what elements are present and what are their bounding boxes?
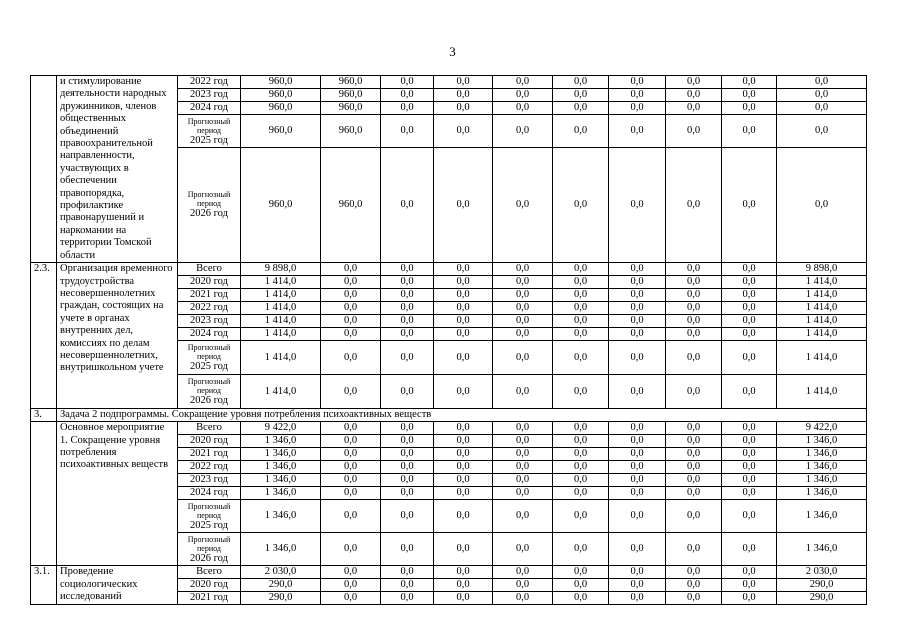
- forecast-year: 2026 год: [190, 395, 228, 407]
- value-cell: 0,0: [434, 500, 493, 533]
- value-cell: 1 414,0: [241, 341, 321, 375]
- period-label: 2024 год: [178, 328, 241, 341]
- value-cell: 0,0: [493, 276, 553, 289]
- value-cell: 0,0: [434, 461, 493, 474]
- value-cell: 0,0: [609, 474, 666, 487]
- value-cell: 0,0: [666, 375, 722, 409]
- value-cell: 0,0: [381, 315, 434, 328]
- value-cell: 0,0: [321, 422, 381, 435]
- value-cell: 0,0: [434, 315, 493, 328]
- value-cell: 0,0: [666, 500, 722, 533]
- period-label: 2021 год: [178, 592, 241, 605]
- value-cell: 0,0: [434, 435, 493, 448]
- value-cell: 0,0: [609, 422, 666, 435]
- period-label: 2022 год: [178, 461, 241, 474]
- value-cell: 0,0: [321, 461, 381, 474]
- value-cell: 290,0: [777, 579, 867, 592]
- value-cell: 0,0: [381, 474, 434, 487]
- row-number: 3.1.: [31, 566, 57, 605]
- value-cell: 0,0: [609, 592, 666, 605]
- value-cell: 1 414,0: [777, 341, 867, 375]
- value-cell: 0,0: [434, 328, 493, 341]
- value-cell: 0,0: [553, 487, 609, 500]
- value-cell: 9 422,0: [241, 422, 321, 435]
- value-cell: 0,0: [434, 487, 493, 500]
- value-cell: 0,0: [434, 263, 493, 276]
- value-cell: 0,0: [609, 289, 666, 302]
- period-label: [178, 500, 241, 533]
- value-cell: 0,0: [493, 435, 553, 448]
- value-cell: 1 346,0: [241, 461, 321, 474]
- value-cell: 0,0: [666, 341, 722, 375]
- forecast-label: Прогнозный период: [187, 377, 231, 396]
- value-cell: 0,0: [722, 115, 777, 147]
- value-cell: 0,0: [493, 328, 553, 341]
- value-cell: 0,0: [722, 500, 777, 533]
- period-label: Всего: [178, 422, 241, 435]
- value-cell: 0,0: [609, 147, 666, 262]
- value-cell: 0,0: [609, 579, 666, 592]
- section-row: [31, 409, 867, 422]
- value-cell: 290,0: [241, 579, 321, 592]
- forecast-year: 2025 год: [190, 134, 228, 146]
- value-cell: 960,0: [241, 102, 321, 115]
- value-cell: 0,0: [722, 302, 777, 315]
- value-cell: 960,0: [321, 115, 381, 147]
- row-number: 3.: [31, 409, 57, 422]
- value-cell: 1 414,0: [777, 289, 867, 302]
- value-cell: 0,0: [722, 263, 777, 276]
- value-cell: 0,0: [722, 461, 777, 474]
- value-cell: 0,0: [381, 89, 434, 102]
- value-cell: 0,0: [609, 487, 666, 500]
- value-cell: 0,0: [722, 487, 777, 500]
- value-cell: 0,0: [722, 592, 777, 605]
- value-cell: 1 346,0: [241, 533, 321, 566]
- value-cell: 0,0: [381, 302, 434, 315]
- value-cell: 0,0: [321, 289, 381, 302]
- value-cell: 0,0: [777, 76, 867, 89]
- value-cell: 1 414,0: [241, 302, 321, 315]
- value-cell: 0,0: [666, 566, 722, 579]
- value-cell: 0,0: [381, 592, 434, 605]
- value-cell: 0,0: [321, 566, 381, 579]
- forecast-label: Прогнозный период: [187, 190, 231, 209]
- value-cell: 0,0: [321, 500, 381, 533]
- value-cell: 0,0: [493, 289, 553, 302]
- value-cell: 0,0: [381, 289, 434, 302]
- value-cell: 0,0: [553, 592, 609, 605]
- value-cell: 1 414,0: [777, 328, 867, 341]
- value-cell: 0,0: [722, 566, 777, 579]
- value-cell: 0,0: [321, 487, 381, 500]
- value-cell: 0,0: [666, 579, 722, 592]
- value-cell: 0,0: [434, 89, 493, 102]
- value-cell: 960,0: [321, 147, 381, 262]
- value-cell: 1 346,0: [777, 461, 867, 474]
- value-cell: 0,0: [722, 341, 777, 375]
- value-cell: 0,0: [381, 263, 434, 276]
- activity-name: Проведение социологических исследований: [57, 566, 178, 605]
- value-cell: 0,0: [493, 102, 553, 115]
- value-cell: 0,0: [609, 375, 666, 409]
- value-cell: 0,0: [609, 435, 666, 448]
- value-cell: 0,0: [666, 474, 722, 487]
- value-cell: 0,0: [493, 375, 553, 409]
- period-label: [178, 533, 241, 566]
- value-cell: 960,0: [321, 89, 381, 102]
- value-cell: 0,0: [493, 579, 553, 592]
- budget-table-body: [31, 76, 867, 605]
- value-cell: 0,0: [381, 341, 434, 375]
- value-cell: 0,0: [666, 102, 722, 115]
- value-cell: 0,0: [381, 461, 434, 474]
- value-cell: 1 346,0: [777, 500, 867, 533]
- value-cell: 0,0: [434, 276, 493, 289]
- value-cell: 0,0: [553, 579, 609, 592]
- value-cell: 0,0: [609, 315, 666, 328]
- period-label: [178, 341, 241, 375]
- value-cell: 960,0: [241, 115, 321, 147]
- value-cell: 0,0: [434, 533, 493, 566]
- value-cell: 0,0: [381, 487, 434, 500]
- value-cell: 0,0: [381, 533, 434, 566]
- value-cell: 0,0: [553, 102, 609, 115]
- forecast-label: Прогнозный период: [187, 116, 231, 135]
- period-label: 2020 год: [178, 276, 241, 289]
- activity-name: Основное мероприятие 1. Сокращение уровня потребления психоактивных веществ: [57, 422, 178, 566]
- value-cell: 0,0: [553, 89, 609, 102]
- forecast-year: 2025 год: [190, 361, 228, 373]
- value-cell: 1 346,0: [241, 500, 321, 533]
- value-cell: 0,0: [493, 500, 553, 533]
- value-cell: 0,0: [666, 435, 722, 448]
- period-label: 2022 год: [178, 76, 241, 89]
- activity-name: Организация временного трудоустройства несовершеннолетних граждан, состоящих на учете в органах внутренних дел, комиссиях по делам несовершеннолетних, внутришкольном учете: [57, 263, 178, 409]
- value-cell: 0,0: [434, 474, 493, 487]
- value-cell: 0,0: [321, 448, 381, 461]
- value-cell: 0,0: [434, 375, 493, 409]
- value-cell: 2 030,0: [777, 566, 867, 579]
- value-cell: 0,0: [666, 289, 722, 302]
- value-cell: 0,0: [666, 533, 722, 566]
- value-cell: 0,0: [553, 76, 609, 89]
- value-cell: 2 030,0: [241, 566, 321, 579]
- value-cell: 0,0: [553, 566, 609, 579]
- forecast-label: Прогнозный период: [187, 343, 231, 362]
- table-row: [31, 422, 867, 435]
- value-cell: 0,0: [609, 500, 666, 533]
- value-cell: 1 346,0: [241, 487, 321, 500]
- value-cell: 0,0: [722, 89, 777, 102]
- activity-name: и стимулирование деятельности народных дружинников, членов общественных объединений правоохранительной направленности, участвующих в обеспечении правопорядка, профилактике правонарушений и наркомании на территории Томской области: [57, 76, 178, 263]
- value-cell: 0,0: [321, 435, 381, 448]
- value-cell: 1 346,0: [241, 435, 321, 448]
- value-cell: 0,0: [493, 592, 553, 605]
- value-cell: 0,0: [321, 263, 381, 276]
- value-cell: 0,0: [666, 89, 722, 102]
- value-cell: 0,0: [777, 89, 867, 102]
- value-cell: 0,0: [722, 102, 777, 115]
- value-cell: 0,0: [666, 147, 722, 262]
- value-cell: 0,0: [321, 315, 381, 328]
- value-cell: 960,0: [241, 76, 321, 89]
- value-cell: 0,0: [434, 579, 493, 592]
- row-number: 2.3.: [31, 263, 57, 409]
- period-label: [178, 147, 241, 262]
- value-cell: 0,0: [493, 263, 553, 276]
- forecast-label: Прогнозный период: [187, 501, 231, 520]
- section-title: Задача 2 подпрограммы. Сокращение уровня потребления психоактивных веществ: [57, 409, 867, 422]
- value-cell: 1 346,0: [777, 487, 867, 500]
- value-cell: 0,0: [609, 263, 666, 276]
- value-cell: 0,0: [381, 500, 434, 533]
- period-label: [178, 115, 241, 147]
- value-cell: 0,0: [722, 289, 777, 302]
- row-number: [31, 422, 57, 566]
- value-cell: 0,0: [381, 422, 434, 435]
- period-label: [178, 375, 241, 409]
- table-row: [31, 76, 867, 89]
- value-cell: 9 898,0: [241, 263, 321, 276]
- value-cell: 0,0: [321, 592, 381, 605]
- period-label: Всего: [178, 566, 241, 579]
- value-cell: 0,0: [722, 533, 777, 566]
- period-label: Всего: [178, 263, 241, 276]
- value-cell: 0,0: [381, 115, 434, 147]
- value-cell: 0,0: [493, 89, 553, 102]
- value-cell: 0,0: [381, 102, 434, 115]
- value-cell: 1 346,0: [777, 533, 867, 566]
- value-cell: 0,0: [777, 115, 867, 147]
- value-cell: 0,0: [381, 76, 434, 89]
- value-cell: 0,0: [434, 302, 493, 315]
- period-label: 2024 год: [178, 487, 241, 500]
- value-cell: 0,0: [321, 533, 381, 566]
- value-cell: 0,0: [666, 115, 722, 147]
- value-cell: 290,0: [777, 592, 867, 605]
- value-cell: 0,0: [553, 375, 609, 409]
- page-number: 3: [449, 44, 456, 59]
- value-cell: 0,0: [609, 89, 666, 102]
- value-cell: 0,0: [381, 579, 434, 592]
- period-label: 2024 год: [178, 102, 241, 115]
- value-cell: 0,0: [493, 566, 553, 579]
- value-cell: 0,0: [381, 435, 434, 448]
- value-cell: 0,0: [722, 474, 777, 487]
- value-cell: 0,0: [381, 566, 434, 579]
- value-cell: 0,0: [434, 422, 493, 435]
- value-cell: 0,0: [321, 341, 381, 375]
- budget-table: [30, 75, 867, 605]
- forecast-year: 2026 год: [190, 208, 228, 220]
- value-cell: 0,0: [609, 448, 666, 461]
- value-cell: 0,0: [434, 76, 493, 89]
- value-cell: 0,0: [666, 76, 722, 89]
- value-cell: 0,0: [722, 328, 777, 341]
- value-cell: 1 346,0: [777, 435, 867, 448]
- value-cell: 1 414,0: [241, 289, 321, 302]
- value-cell: 1 346,0: [777, 474, 867, 487]
- value-cell: 9 898,0: [777, 263, 867, 276]
- value-cell: 1 414,0: [777, 302, 867, 315]
- value-cell: 0,0: [666, 448, 722, 461]
- value-cell: 0,0: [609, 341, 666, 375]
- value-cell: 960,0: [321, 102, 381, 115]
- value-cell: 0,0: [722, 375, 777, 409]
- value-cell: 1 414,0: [241, 276, 321, 289]
- value-cell: 0,0: [609, 276, 666, 289]
- value-cell: 0,0: [434, 566, 493, 579]
- value-cell: 0,0: [493, 341, 553, 375]
- value-cell: 0,0: [493, 115, 553, 147]
- value-cell: 0,0: [777, 102, 867, 115]
- value-cell: 0,0: [722, 315, 777, 328]
- value-cell: 0,0: [777, 147, 867, 262]
- value-cell: 0,0: [321, 276, 381, 289]
- value-cell: 0,0: [434, 592, 493, 605]
- value-cell: 1 414,0: [777, 315, 867, 328]
- period-label: 2020 год: [178, 579, 241, 592]
- value-cell: 0,0: [321, 302, 381, 315]
- value-cell: 0,0: [381, 276, 434, 289]
- value-cell: 0,0: [493, 474, 553, 487]
- value-cell: 0,0: [493, 302, 553, 315]
- forecast-year: 2026 год: [190, 552, 228, 564]
- value-cell: 0,0: [493, 422, 553, 435]
- period-label: 2021 год: [178, 289, 241, 302]
- value-cell: 0,0: [553, 474, 609, 487]
- row-number: [31, 76, 57, 263]
- forecast-year: 2025 год: [190, 519, 228, 531]
- table-row: [31, 566, 867, 579]
- value-cell: 1 346,0: [241, 448, 321, 461]
- value-cell: 960,0: [321, 76, 381, 89]
- value-cell: 0,0: [493, 461, 553, 474]
- value-cell: 1 414,0: [241, 315, 321, 328]
- value-cell: 0,0: [434, 115, 493, 147]
- value-cell: 0,0: [666, 276, 722, 289]
- value-cell: 0,0: [381, 147, 434, 262]
- period-label: 2023 год: [178, 474, 241, 487]
- value-cell: 0,0: [722, 579, 777, 592]
- period-label: 2022 год: [178, 302, 241, 315]
- value-cell: 0,0: [609, 533, 666, 566]
- value-cell: 0,0: [553, 289, 609, 302]
- value-cell: 0,0: [321, 328, 381, 341]
- table-row: [31, 263, 867, 276]
- period-label: 2023 год: [178, 89, 241, 102]
- value-cell: 0,0: [434, 289, 493, 302]
- value-cell: 0,0: [609, 461, 666, 474]
- value-cell: 0,0: [493, 487, 553, 500]
- value-cell: 0,0: [722, 435, 777, 448]
- value-cell: 0,0: [722, 422, 777, 435]
- value-cell: 0,0: [381, 375, 434, 409]
- value-cell: 0,0: [666, 487, 722, 500]
- value-cell: 0,0: [553, 302, 609, 315]
- value-cell: 0,0: [609, 302, 666, 315]
- value-cell: 0,0: [434, 341, 493, 375]
- value-cell: 0,0: [609, 566, 666, 579]
- value-cell: 0,0: [553, 263, 609, 276]
- value-cell: 290,0: [241, 592, 321, 605]
- value-cell: 0,0: [321, 474, 381, 487]
- value-cell: 1 346,0: [241, 474, 321, 487]
- value-cell: 0,0: [553, 533, 609, 566]
- value-cell: 0,0: [381, 328, 434, 341]
- value-cell: 0,0: [553, 147, 609, 262]
- value-cell: 0,0: [609, 76, 666, 89]
- value-cell: 0,0: [609, 328, 666, 341]
- value-cell: 0,0: [722, 147, 777, 262]
- value-cell: 1 414,0: [777, 375, 867, 409]
- value-cell: 0,0: [666, 422, 722, 435]
- value-cell: 0,0: [553, 115, 609, 147]
- value-cell: 0,0: [553, 276, 609, 289]
- period-label: 2021 год: [178, 448, 241, 461]
- value-cell: 0,0: [666, 315, 722, 328]
- value-cell: 1 414,0: [241, 375, 321, 409]
- value-cell: 0,0: [434, 102, 493, 115]
- value-cell: 0,0: [609, 115, 666, 147]
- value-cell: 0,0: [666, 302, 722, 315]
- value-cell: 0,0: [553, 448, 609, 461]
- value-cell: 0,0: [493, 315, 553, 328]
- value-cell: 0,0: [553, 315, 609, 328]
- value-cell: 0,0: [493, 76, 553, 89]
- value-cell: 0,0: [666, 461, 722, 474]
- value-cell: 0,0: [493, 448, 553, 461]
- period-label: 2020 год: [178, 435, 241, 448]
- value-cell: 0,0: [666, 592, 722, 605]
- forecast-label: Прогнозный период: [187, 534, 231, 553]
- value-cell: 0,0: [553, 461, 609, 474]
- value-cell: 0,0: [609, 102, 666, 115]
- value-cell: 0,0: [553, 341, 609, 375]
- value-cell: 0,0: [493, 533, 553, 566]
- value-cell: 960,0: [241, 147, 321, 262]
- period-label: 2023 год: [178, 315, 241, 328]
- value-cell: 0,0: [553, 435, 609, 448]
- value-cell: 0,0: [321, 579, 381, 592]
- value-cell: 0,0: [553, 422, 609, 435]
- value-cell: 0,0: [434, 147, 493, 262]
- value-cell: 0,0: [493, 147, 553, 262]
- value-cell: 0,0: [381, 448, 434, 461]
- value-cell: 0,0: [553, 500, 609, 533]
- value-cell: 0,0: [722, 276, 777, 289]
- value-cell: 0,0: [722, 448, 777, 461]
- value-cell: 1 414,0: [777, 276, 867, 289]
- value-cell: 1 414,0: [241, 328, 321, 341]
- value-cell: 0,0: [666, 328, 722, 341]
- value-cell: 0,0: [722, 76, 777, 89]
- value-cell: 0,0: [666, 263, 722, 276]
- value-cell: 0,0: [553, 328, 609, 341]
- value-cell: 960,0: [241, 89, 321, 102]
- value-cell: 0,0: [434, 448, 493, 461]
- value-cell: 0,0: [321, 375, 381, 409]
- value-cell: 1 346,0: [777, 448, 867, 461]
- value-cell: 9 422,0: [777, 422, 867, 435]
